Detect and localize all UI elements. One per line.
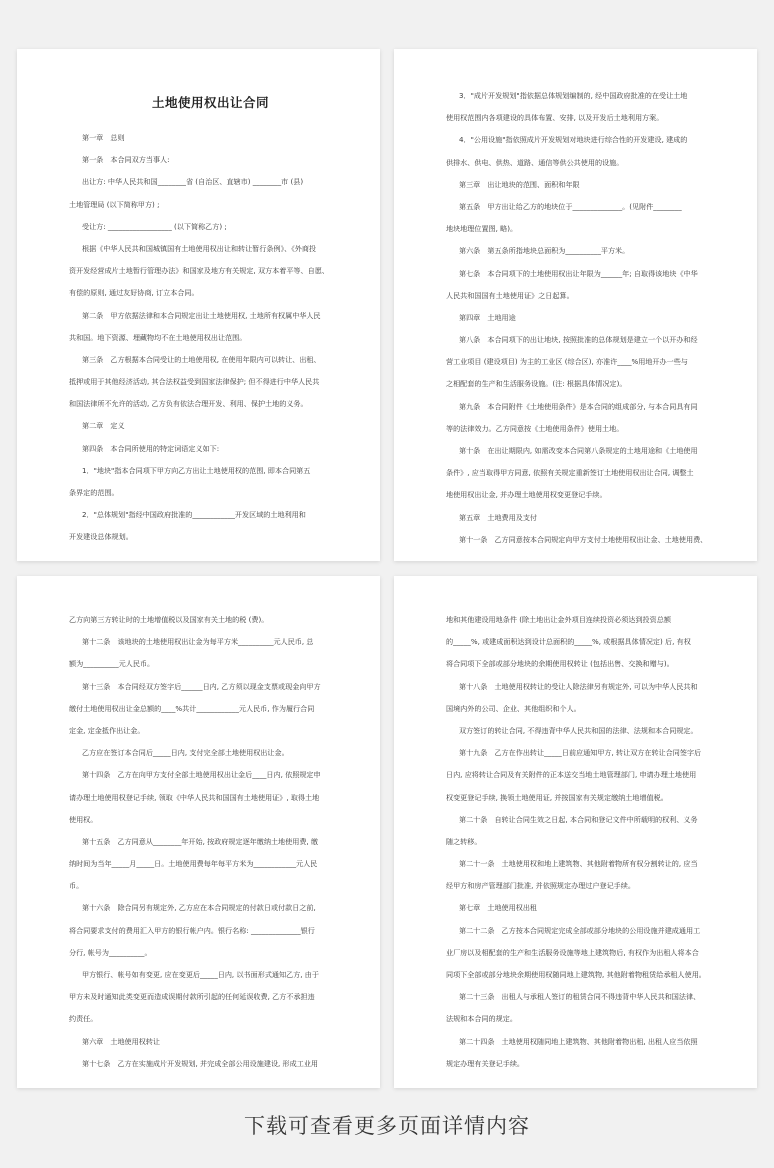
- text-line: 甲方未及时通知此类变更而造成误期付款所引起的任何延误收费, 乙方不承担违: [69, 992, 315, 1002]
- text-line: 之相配套的生产和生活服务设施。(注: 根据具体情况定)。: [446, 379, 627, 389]
- page-1-text: [69, 133, 352, 541]
- text-line: 第八条 本合同项下的出让地块, 按照批准的总体规划是建立一个以开办和经: [459, 335, 698, 345]
- text-line: 2．"总体规划"指经中国政府批准的____________开发区域的土地利用和: [82, 510, 306, 520]
- text-line: 乙方向第三方转让时的土地增值税以及国家有关土地的税 (费)。: [69, 615, 269, 624]
- text-line: 3．"成片开发规划"指依据总体规划编制的, 经中国政府批准的在受让土地: [459, 91, 688, 100]
- text-line: 双方签订的转让合同, 不得违背中华人民共和国的法律、法规和本合同规定。: [459, 725, 698, 735]
- text-line: 地和其他建设用地条件 (除土地出让金外项目连续投资必须达到投资总额: [446, 615, 671, 624]
- document-page-4: [394, 576, 757, 1088]
- text-line: 将合同要求支付的费用汇入甲方的银行帐户内。银行名称: ______________银行: [69, 925, 315, 935]
- text-line: 额为__________元人民币。: [69, 659, 155, 669]
- text-line: 将合同项下全部或部分地块的余期使用权转让 (包括出售、交换和赠与)。: [446, 659, 674, 669]
- document-page-3: [17, 576, 380, 1088]
- text-line: 约责任。: [69, 1014, 98, 1024]
- text-line: 等的法律效力。乙方同意按《土地使用条件》使用土地。: [446, 423, 624, 433]
- text-line: 经甲方和房产管理部门批准, 并依照规定办理过户登记手续。: [446, 881, 635, 891]
- text-line: 国境内外的公司、企业、其他组织和个人。: [446, 703, 581, 713]
- text-line: 第六条 第五条所指地块总面积为__________平方米。: [459, 246, 630, 256]
- text-line: 营工业项目 (建设项目) 为主的工业区 (综合区), 亦准许____%用地开办一些与: [446, 357, 688, 367]
- text-line: 日内, 应将转让合同及有关附件的正本送交当地土地管理部门, 申请办理土地使用: [446, 770, 697, 780]
- text-line: 第四章 土地用途: [459, 312, 516, 322]
- text-line: 第七章 土地使用权出租: [459, 903, 538, 913]
- text-line: 第五章 土地费用及支付: [459, 512, 538, 522]
- text-line: 第十三条 本合同经双方签字后______日内, 乙方须以现金支票或现金向甲方: [82, 681, 321, 691]
- text-line: 第二十四条 土地使用权随同地上建筑物、其他附着物出租, 出租人应当依照: [459, 1036, 698, 1046]
- text-line: 权变更登记手续, 换领土地使用证, 并按国家有关规定缴纳土地增值税。: [446, 792, 668, 802]
- text-line: 和国法律所不允许的活动, 乙方负有依法合理开发、利用、保护土地的义务。: [69, 399, 308, 409]
- text-line: 第十条 在出让期限内, 如需改变本合同第八条规定的土地用途和《土地使用: [459, 446, 698, 455]
- text-line: 分行, 帐号为__________。: [69, 947, 152, 957]
- document-page-1: [17, 49, 380, 561]
- text-line: 地使用权出让金, 并办理土地使用权变更登记手续。: [446, 490, 607, 500]
- text-line: 使用权范围内各项建设的具体布置、安排, 以及开发后土地利用方案。: [446, 113, 664, 123]
- page-2-text: [446, 91, 729, 544]
- text-line: 抵押或用于其他经济活动, 其合法权益受到国家法律保护; 但不得进行中华人民共: [69, 377, 320, 387]
- text-line: 条界定的范围。: [69, 488, 119, 497]
- text-line: 第十九条 乙方在作出转让_____日前应通知甲方, 转让双方在转让合同签字后: [459, 748, 702, 758]
- text-line: 请办理土地使用权登记手续, 领取《中华人民共和国国有土地使用证》, 取得土地: [69, 792, 320, 802]
- text-line: 第十六条 除合同另有规定外, 乙方应在本合同规定的付款日或付款日之前,: [82, 903, 316, 913]
- text-line: 第十四条 乙方在向甲方支付全部土地使用权出让金后____日内, 依照规定申: [82, 770, 321, 780]
- page-4-text: [446, 615, 729, 1068]
- text-line: 第一章 总则: [82, 133, 125, 142]
- text-line: 使用权。: [69, 814, 98, 824]
- text-line: 条件》, 应当取得甲方同意, 依照有关规定重新签订土地使用权出让合同, 调整土: [446, 468, 694, 478]
- text-line: 第十二条 该地块的土地使用权出让金为每平方米__________元人民币, 总: [82, 637, 314, 647]
- text-line: 1．"地块"指本合同项下甲方向乙方出让土地使用权的范围, 即本合同第五: [82, 465, 311, 475]
- text-line: 第五条 甲方出让给乙方的地块位于______________。(见附件________: [459, 201, 682, 211]
- text-line: 根据《中华人民共和国城镇国有土地使用权出让和转让暂行条例》、《外商投: [82, 243, 317, 253]
- text-line: 第十八条 土地使用权转让的受让人除法律另有规定外, 可以为中华人民共和: [459, 681, 698, 691]
- text-line: 甲方银行、帐号如有变更, 应在变更后_____日内, 以书面形式通知乙方, 由于: [82, 970, 319, 979]
- text-line: 第十一条 乙方同意按本合同规定向甲方支付土地使用权出让金、土地使用费、: [459, 534, 708, 544]
- text-line: 乙方应在签订本合同后_____日内, 支付完全部土地使用权出让金。: [82, 748, 289, 758]
- text-line: 的_____%, 或建成面积达到设计总面积的_____%, 或根据具体情况定) 后, 有权: [446, 637, 691, 647]
- text-line: 开发建设总体规划。: [69, 532, 133, 542]
- text-line: 共和国。地下资源、埋藏物均不在土地使用权出让范围。: [69, 332, 247, 342]
- text-line: 业厂房以及相配套的生产和生活服务设施等地上建筑物后, 有权作为出租人将本合: [446, 947, 699, 957]
- text-line: 有偿的原则, 通过友好协商, 订立本合同。: [69, 288, 199, 298]
- text-line: 币。: [69, 881, 84, 891]
- text-line: 出让方: 中华人民共和国________省 (自治区、直辖市) ________市 (县): [82, 177, 304, 187]
- text-line: 人民共和国国有土地使用证》之日起算。: [446, 290, 574, 300]
- text-line: 第十七条 乙方在实施成片开发规划, 并完成全部公用设施建设, 形成工业用: [82, 1058, 319, 1068]
- text-line: 第二十条 自转让合同生效之日起, 本合同和登记文件中所载明的权利、义务: [459, 814, 698, 824]
- text-line: 第三章 出让地块的范围、面积和年限: [459, 179, 580, 189]
- page-3-text: [69, 615, 352, 1068]
- text-line: 受让方: __________________ (以下简称乙方) ;: [82, 221, 227, 231]
- text-line: 第三条 乙方根据本合同受让的土地使用权, 在使用年限内可以转让、出租、: [82, 354, 321, 364]
- text-line: 第二十一条 土地使用权和地上建筑物、其他附着物所有权分割转让的, 应当: [459, 859, 698, 869]
- text-line: 定金, 定金抵作出让金。: [69, 725, 145, 735]
- text-line: 规定办理有关登记手续。: [446, 1058, 525, 1068]
- text-line: 第二十三条 出租人与承租人签订的租赁合同不得违背中华人民共和国法律、: [459, 992, 701, 1002]
- text-line: 土地管理局 (以下简称甲方) ;: [69, 199, 160, 209]
- text-line: 4．"公用设施"指依照成片开发规划对地块进行综合性的开发建设, 建成的: [459, 135, 688, 145]
- text-line: 随之转移。: [446, 836, 482, 846]
- text-line: 法规和本合同的规定。: [446, 1014, 517, 1024]
- text-line: 缴付土地使用权出让金总额的____%共计____________元人民币, 作为履行合同: [69, 703, 315, 713]
- text-line: 第二十二条 乙方按本合同规定完成全部或部分地块的公用设施并建成通用工: [459, 925, 701, 935]
- download-more-prompt[interactable]: 下载可查看更多页面详情内容: [244, 1114, 530, 1138]
- text-line: 资开发经营成片土地暂行管理办法》和国家及地方有关规定, 双方本着平等、自愿、: [69, 266, 329, 276]
- text-line: 供排水、供电、供热、道路、通信等供公共使用的设施。: [446, 157, 624, 167]
- document-title: 土地使用权出让合同: [151, 95, 269, 110]
- text-line: 第六章 土地使用权转让: [82, 1036, 161, 1046]
- text-line: 第七条 本合同项下的土地使用权出让年限为______年; 自取得该地块《中华: [459, 268, 698, 278]
- text-line: 第九条 本合同附件《土地使用条件》是本合同的组成部分, 与本合同具有同: [459, 401, 698, 411]
- text-line: 第二章 定义: [82, 421, 125, 431]
- text-line: 第一条 本合同双方当事人:: [82, 155, 170, 165]
- text-line: 第十五条 乙方同意从________年开始, 按政府规定逐年缴纳土地使用费, 缴: [82, 836, 319, 846]
- text-line: 第四条 本合同所使用的特定词语定义如下:: [82, 443, 220, 453]
- document-page-2: [394, 49, 757, 561]
- text-line: 第二条 甲方依据法律和本合同规定出让土地使用权, 土地所有权属中华人民: [82, 310, 321, 320]
- text-line: 纳时间为当年_____月_____日。土地使用费每年每平方米为____________元人民: [69, 859, 318, 869]
- text-line: 同项下全部或部分地块余期使用权随同地上建筑物, 其他附着物租赁给承租人使用。: [446, 970, 706, 979]
- text-line: 地块地理位置图, 略)。: [446, 224, 518, 234]
